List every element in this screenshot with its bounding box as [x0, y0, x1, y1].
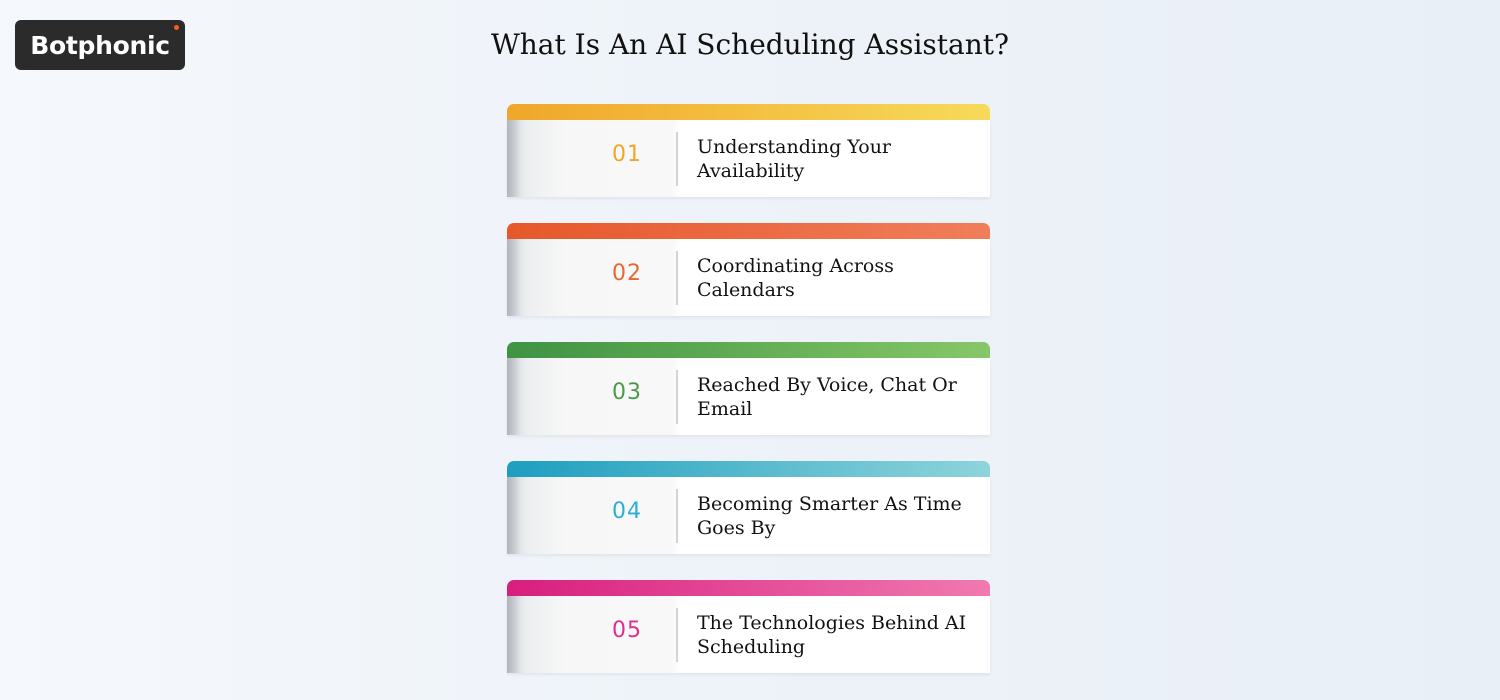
- card-body: [507, 477, 990, 554]
- card-shade: [507, 120, 521, 197]
- list-item-5: [507, 580, 990, 673]
- page-title: What Is An AI Scheduling Assistant?: [490, 28, 1010, 61]
- card-shade: [507, 239, 521, 316]
- divider: [676, 489, 678, 543]
- item-label: Coordinating Across Calendars: [697, 254, 894, 301]
- color-bar: [507, 580, 990, 596]
- card-body: [507, 596, 990, 673]
- color-bar: [507, 104, 990, 120]
- item-label: The Technologies Behind AI Scheduling: [697, 611, 967, 658]
- color-bar: [507, 223, 990, 239]
- logo-text: Botphonic: [30, 30, 170, 60]
- card-shade: [507, 358, 521, 435]
- color-bar: [507, 461, 990, 477]
- card-body: [507, 120, 990, 197]
- item-number: 05: [612, 618, 642, 643]
- item-label: Understanding Your Availability: [697, 135, 892, 182]
- item-number: 01: [612, 142, 642, 167]
- list-item-1: [507, 104, 990, 197]
- divider: [676, 132, 678, 186]
- item-label: Becoming Smarter As Time Goes By: [697, 492, 962, 539]
- item-label: Reached By Voice, Chat Or Email: [697, 373, 957, 420]
- list-item-2: [507, 223, 990, 316]
- list-item-3: [507, 342, 990, 435]
- divider: [676, 608, 678, 662]
- divider: [676, 370, 678, 424]
- list-item-4: [507, 461, 990, 554]
- card-body: [507, 239, 990, 316]
- card-body: [507, 358, 990, 435]
- card-shade: [507, 477, 521, 554]
- item-number: 02: [612, 261, 642, 286]
- divider: [676, 251, 678, 305]
- color-bar: [507, 342, 990, 358]
- item-number: 03: [612, 380, 642, 405]
- item-number: 04: [612, 499, 642, 524]
- card-shade: [507, 596, 521, 673]
